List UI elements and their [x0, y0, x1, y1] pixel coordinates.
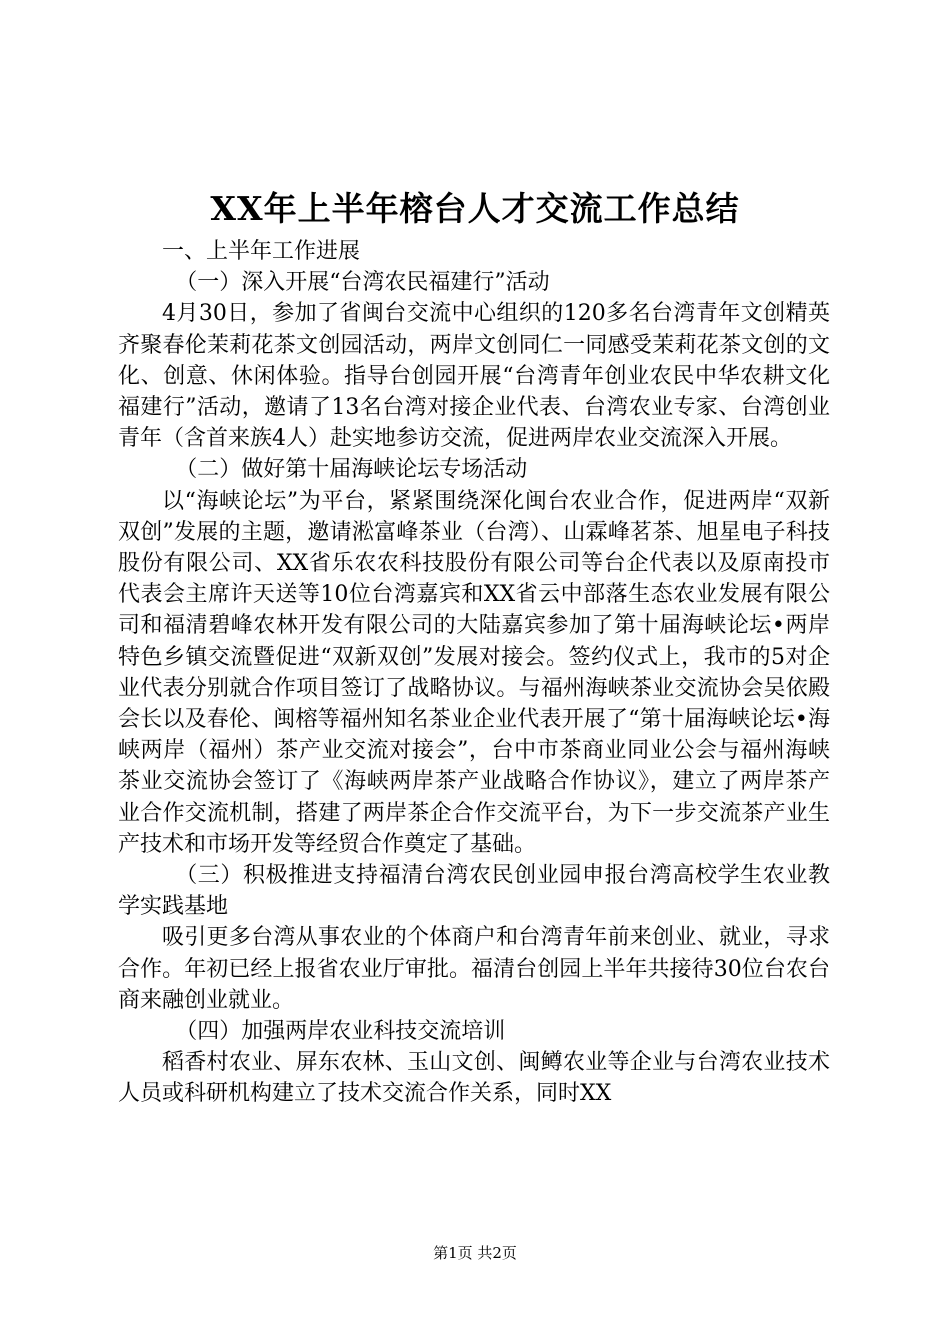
body-paragraph: 4月30日，参加了省闽台交流中心组织的120多名台湾青年文创精英齐聚春伦茉莉花茶文创园活动，两岸文创同仁一同感受茉莉花茶文创的文化、创意、休闲体验。指导台创园开展“台湾青年创业农民中华农耕文化福建行”活动，邀请了13名台湾对接企业代表、台湾农业专家、台湾创业青年（含首来族4人）赴实地参访交流，促进两岸农业交流深入开展。 — [118, 301, 831, 452]
subsection-heading: （三）积极推进支持福清台湾农民创业园申报台湾高校学生农业教学实践基地 — [118, 863, 830, 920]
subsection-heading: （四）加强两岸农业科技交流培训 — [175, 1019, 506, 1045]
body-paragraph: 以“海峡论坛”为平台，紧紧围绕深化闽台农业合作，促进两岸“双新双创”发展的主题，邀请淞富峰茶业（台湾）、山霖峰茗茶、旭星电子科技股份有限公司、XX省乐农农科技股份有限公司等台企代表以及原南投市代表会主席许天送等10位台湾嘉宾和XX省云中部落生态农业发展有限公司和福清碧峰农林开发有限公司的大陆嘉宾参加了第十届海峡论坛•两岸特色乡镇交流暨促进“双新双创”发展对接会。签约仪式上，我市的5对企业代表分别就合作项目签订了战略协议。与福州海峡茶业交流协会吴依殿会长以及春伦、闽榕等福州知名茶业企业代表开展了“第十届海峡论坛•海峡两岸（福州）茶产业交流对接会”，台中市茶商业同业公会与福州海峡茶业交流协会签订了《海峡两岸茶产业战略合作协议》，建立了两岸茶产业合作交流机制，搭建了两岸茶企合作交流平台，为下一步交流茶产业生产技术和市场开发等经贸合作奠定了基础。 — [118, 488, 830, 857]
document-title: XX年上半年榕台人才交流工作总结 — [210, 189, 740, 228]
subsection-heading: （二）做好第十届海峡论坛专场活动 — [175, 457, 528, 483]
page-footer: 第1页 共2页 — [433, 1244, 517, 1262]
subsection-heading: （一）深入开展“台湾农民福建行”活动 — [175, 270, 550, 296]
body-paragraph: 吸引更多台湾从事农业的个体商户和台湾青年前来创业、就业，寻求合作。年初已经上报省农业厅审批。福清台创园上半年共接待30位台农台商来融创业就业。 — [118, 925, 830, 1013]
document-body — [118, 236, 830, 1110]
section-heading: 一、上半年工作进展 — [162, 239, 361, 264]
body-paragraph: 稻香村农业、屏东农林、玉山文创、闽鳟农业等企业与台湾农业技术人员或科研机构建立了技术交流合作关系，同时XX — [118, 1050, 830, 1107]
